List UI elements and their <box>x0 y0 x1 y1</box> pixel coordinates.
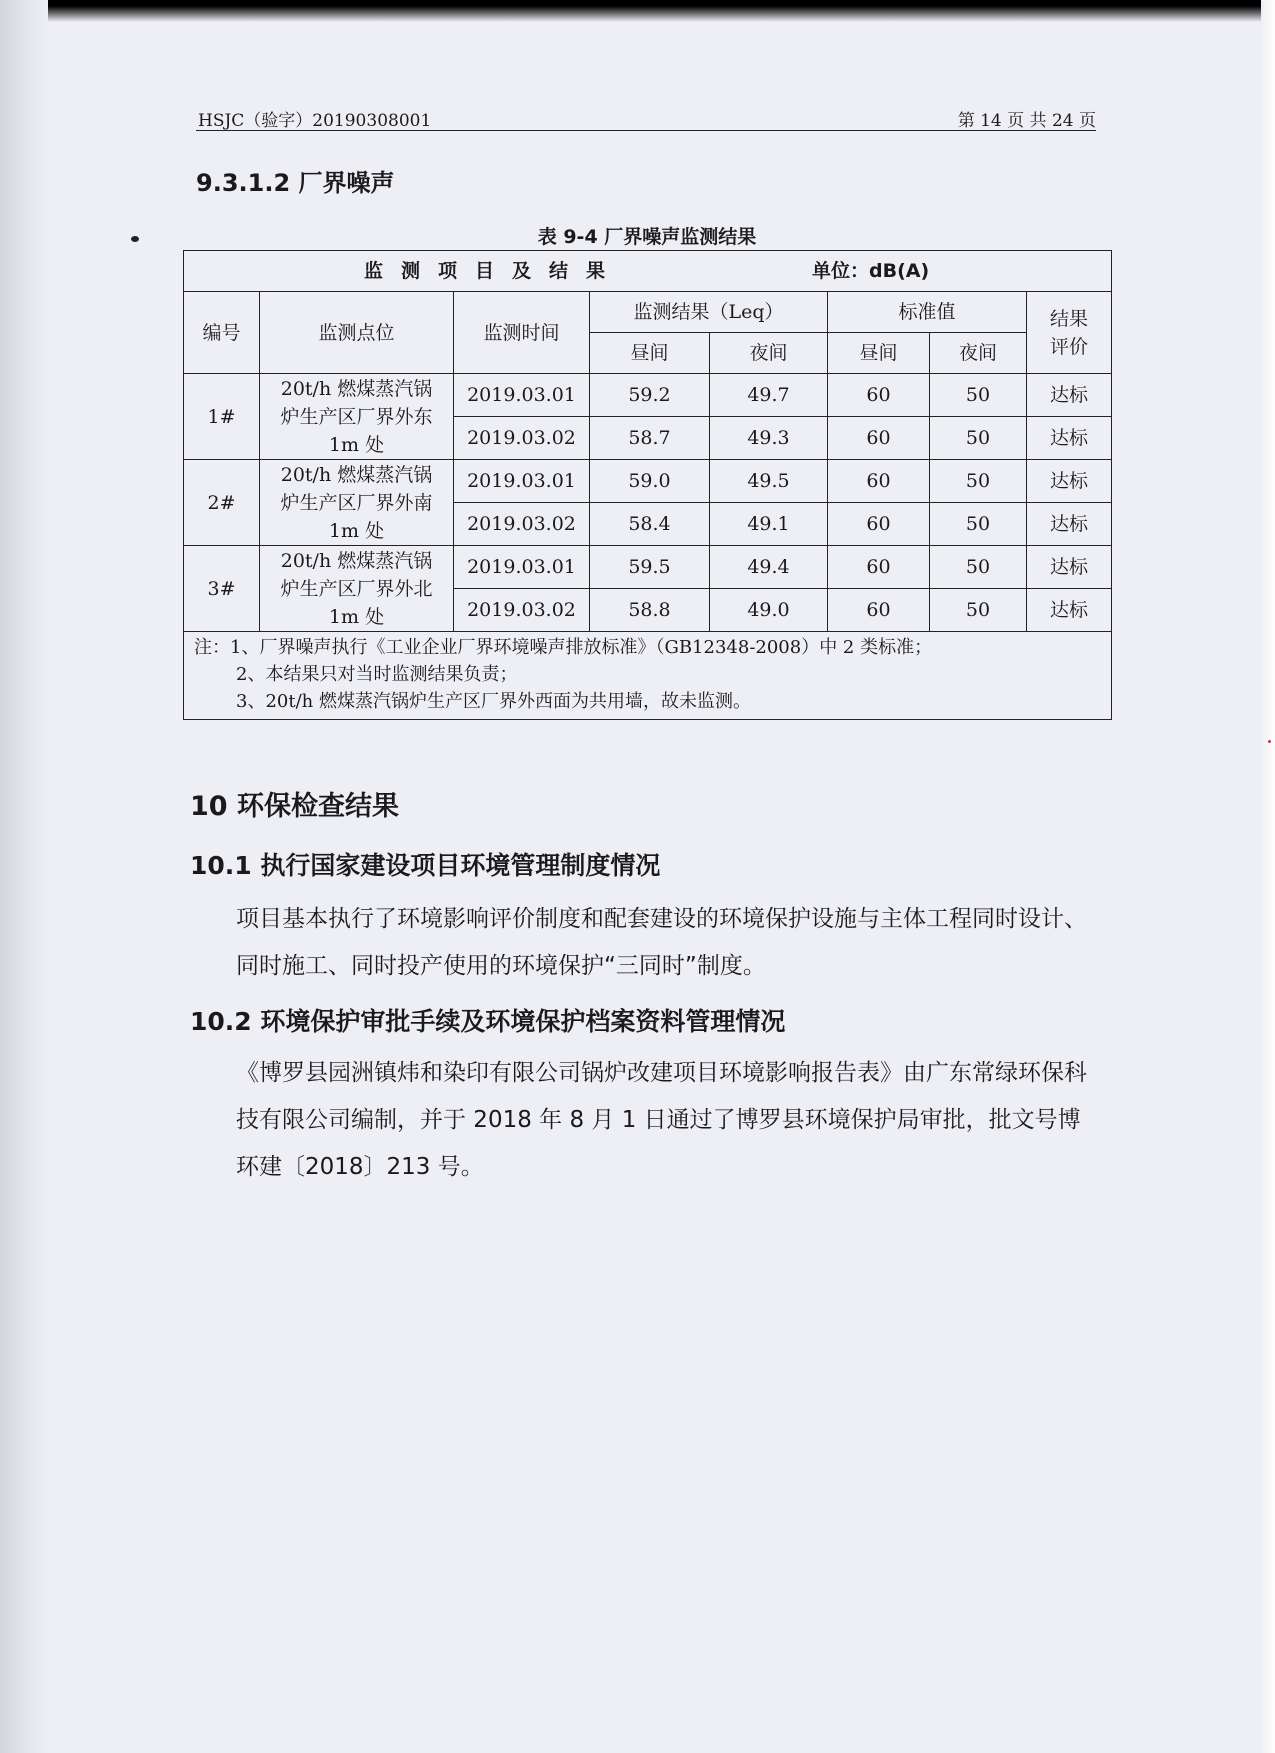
table-row <box>184 546 1112 589</box>
header-id: 编号 <box>184 292 260 374</box>
table-title-row <box>184 251 1112 292</box>
table-title-left: 监测项目及结果 <box>364 260 624 282</box>
row-eval: 达标 <box>1027 546 1112 589</box>
row-location: 20t/h 燃煤蒸汽锅炉生产区厂界外东 1m 处 <box>260 374 454 460</box>
row-night: 49.1 <box>710 503 828 546</box>
header-result-group: 监测结果（Leq） <box>590 292 828 333</box>
row-std-day: 60 <box>828 546 930 589</box>
scan-top-edge <box>0 0 1275 22</box>
row-std-day: 60 <box>828 417 930 460</box>
row-night: 49.4 <box>710 546 828 589</box>
row-id: 2# <box>184 460 260 546</box>
scan-left-edge <box>0 0 48 1753</box>
section-heading-10-2: 10.2 环境保护审批手续及环境保护档案资料管理情况 <box>190 1007 786 1036</box>
row-location: 20t/h 燃煤蒸汽锅炉生产区厂界外北 1m 处 <box>260 546 454 632</box>
scan-speck <box>131 236 139 242</box>
row-day: 59.5 <box>590 546 710 589</box>
section-heading-10: 10 环保检查结果 <box>190 791 399 822</box>
note-line-3: 3、20t/h 燃煤蒸汽锅炉生产区厂界外西面为共用墙，故未监测。 <box>236 691 751 712</box>
section-heading-10-1: 10.1 执行国家建设项目环境管理制度情况 <box>190 851 661 880</box>
row-std-night: 50 <box>930 460 1027 503</box>
row-std-night: 50 <box>930 374 1027 417</box>
row-std-night: 50 <box>930 417 1027 460</box>
table-notes <box>184 632 1112 720</box>
row-date: 2019.03.01 <box>454 546 590 589</box>
row-eval: 达标 <box>1027 374 1112 417</box>
row-date: 2019.03.02 <box>454 503 590 546</box>
header-location: 监测点位 <box>260 292 454 374</box>
row-std-day: 60 <box>828 503 930 546</box>
row-night: 49.0 <box>710 589 828 632</box>
header-time: 监测时间 <box>454 292 590 374</box>
table-row <box>184 460 1112 503</box>
row-std-day: 60 <box>828 460 930 503</box>
row-day: 59.0 <box>590 460 710 503</box>
paragraph-10-1-text: 项目基本执行了环境影响评价制度和配套建设的环境保护设施与主体工程同时设计、同时施工、同时投产使用的环境保护“三同时”制度。 <box>236 906 1087 979</box>
row-day: 58.4 <box>590 503 710 546</box>
section-heading-9-3-1-2: 9.3.1.2 厂界噪声 <box>196 169 395 197</box>
row-std-night: 50 <box>930 546 1027 589</box>
paragraph-10-2 <box>190 1050 1090 1191</box>
row-date: 2019.03.02 <box>454 417 590 460</box>
row-eval: 达标 <box>1027 503 1112 546</box>
row-std-night: 50 <box>930 589 1027 632</box>
table-unit: 单位：dB(A) <box>812 260 930 282</box>
document-code: HSJC（验字）20190308001 <box>198 111 432 131</box>
row-date: 2019.03.02 <box>454 589 590 632</box>
row-std-night: 50 <box>930 503 1027 546</box>
row-location: 20t/h 燃煤蒸汽锅炉生产区厂界外南 1m 处 <box>260 460 454 546</box>
table-row <box>184 374 1112 417</box>
row-date: 2019.03.01 <box>454 460 590 503</box>
header-evaluation: 结果评价 <box>1027 292 1112 374</box>
row-day: 58.8 <box>590 589 710 632</box>
paragraph-10-2-text: 《博罗县园洲镇炜和染印有限公司锅炉改建项目环境影响报告表》由广东常绿环保科技有限公司编制，并于 2018 年 8 月 1 日通过了博罗县环境保护局审批，批文号博环建〔2018〕213 号。 <box>236 1060 1087 1180</box>
row-eval: 达标 <box>1027 589 1112 632</box>
page-header <box>196 104 1096 131</box>
row-day: 58.7 <box>590 417 710 460</box>
header-std-day: 昼间 <box>828 333 930 374</box>
header-night: 夜间 <box>710 333 828 374</box>
page-number: 第 14 页 共 24 页 <box>957 111 1096 131</box>
note-line-1: 注：1、厂界噪声执行《工业企业厂界环境噪声排放标准》（GB12348-2008）中 2 类标准； <box>194 637 933 658</box>
row-date: 2019.03.01 <box>454 374 590 417</box>
paragraph-10-1 <box>190 896 1090 990</box>
table-header-row-1 <box>184 292 1112 333</box>
row-eval: 达标 <box>1027 460 1112 503</box>
row-std-day: 60 <box>828 589 930 632</box>
header-day: 昼间 <box>590 333 710 374</box>
table-caption: 表 9-4 厂界噪声监测结果 <box>537 226 757 248</box>
header-standard-group: 标准值 <box>828 292 1027 333</box>
row-id: 1# <box>184 374 260 460</box>
row-night: 49.7 <box>710 374 828 417</box>
scan-right-edge <box>1261 0 1275 1753</box>
row-std-day: 60 <box>828 374 930 417</box>
table-notes-row <box>184 632 1112 720</box>
noise-results-table <box>183 250 1112 720</box>
scan-speck <box>1268 740 1271 743</box>
header-std-night: 夜间 <box>930 333 1027 374</box>
row-id: 3# <box>184 546 260 632</box>
row-night: 49.3 <box>710 417 828 460</box>
row-day: 59.2 <box>590 374 710 417</box>
row-eval: 达标 <box>1027 417 1112 460</box>
row-night: 49.5 <box>710 460 828 503</box>
note-line-2: 2、本结果只对当时监测结果负责； <box>236 664 518 685</box>
